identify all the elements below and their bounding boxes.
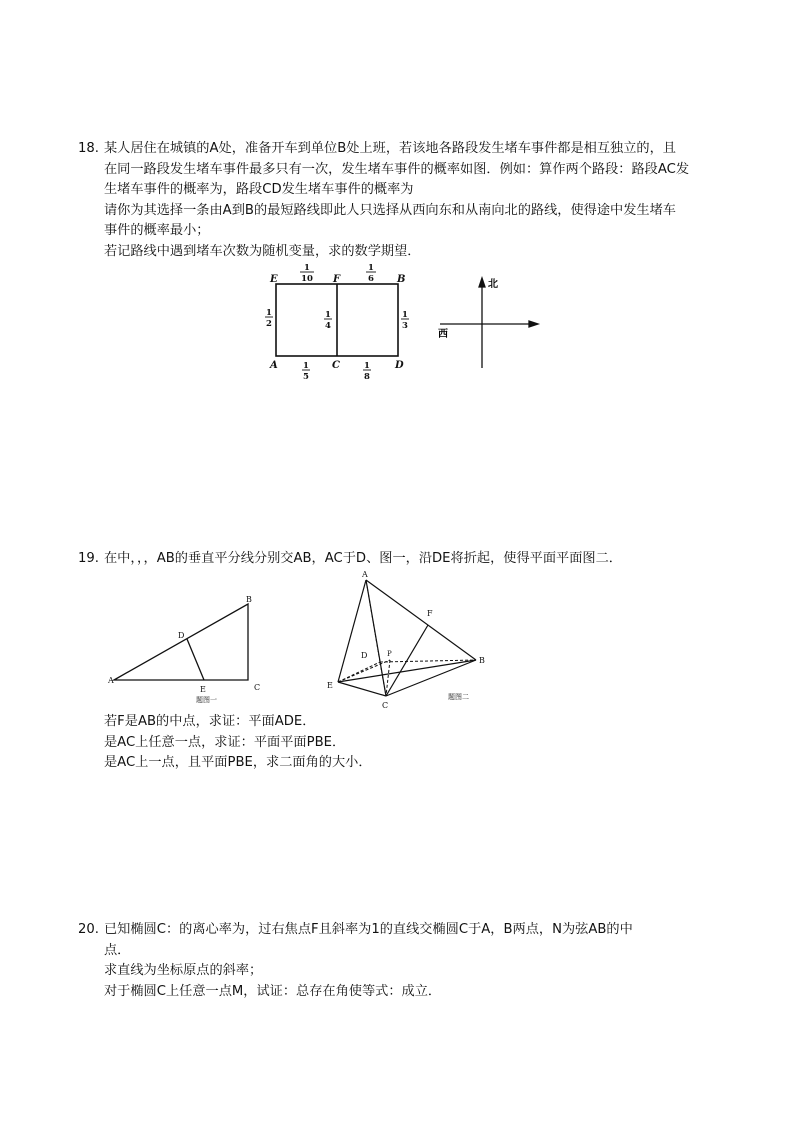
question-text-line: 求直线为坐标原点的斜率；: [104, 963, 263, 979]
fraction-FB-den: 6: [368, 274, 374, 284]
question-text-line: 是AC上一点，且平面PBE，求二面角的大小．: [104, 755, 372, 771]
pyramid-figure-two: [324, 570, 496, 716]
point-label-C: C: [254, 683, 261, 692]
fraction-EF-den: 10: [301, 274, 313, 284]
question-text-line: 对于椭圆C上任意一点M，试证：总存在角使等式：成立．: [104, 983, 442, 999]
segment-CF: [386, 625, 428, 696]
corner-label-D: D: [395, 360, 404, 371]
question-19: [78, 549, 718, 570]
fraction-AC-den: 5: [303, 372, 309, 382]
edge-AE: [338, 580, 366, 682]
compass-figure: [434, 272, 546, 372]
corner-label-F: F: [333, 274, 341, 285]
point-label-D: D: [178, 631, 185, 640]
corner-label-A: A: [270, 360, 278, 371]
point-label-P: P: [387, 650, 392, 658]
question-number: 20.: [78, 922, 99, 937]
question-text-line: 在同一路段发生堵车事件最多只有一次，发生堵车事件的概率如图．例如：算作两个路段：路段AC发: [104, 161, 690, 177]
question-18: [78, 139, 718, 263]
point-label-C: C: [382, 701, 389, 710]
point-label-E: E: [327, 681, 333, 690]
question-text-line: 某人居住在城镇的A处，准备开车到单位B处上班，若该地各路段发生堵车事件都是相互独立的，且: [104, 141, 676, 156]
question-text-line: 事件的概率最小；: [104, 223, 210, 239]
edge-CB: [386, 660, 476, 696]
edge-EC: [338, 682, 386, 696]
figure-caption: 题图二: [448, 693, 469, 701]
triangle-figure-one: [104, 592, 274, 710]
point-label-B: B: [479, 656, 485, 665]
corner-label-C: C: [332, 360, 340, 371]
question-text-line: 若F是AB的中点，求证：平面ADE．: [104, 714, 316, 729]
fraction-AE-num: 1: [266, 308, 272, 318]
fraction-DB-num: 1: [402, 310, 408, 320]
triangle-ABC: [114, 604, 248, 680]
question-text-line: 若记路线中遇到堵车次数为随机变量，求的数学期望．: [104, 243, 421, 259]
question-text-line: 生堵车事件的概率为，路段CD发生堵车事件的概率为: [104, 182, 414, 198]
question-text-line: 点．: [104, 942, 131, 958]
figure-caption: 题图一: [196, 696, 217, 704]
fraction-FB-num: 1: [368, 263, 374, 273]
fraction-CD-num: 1: [364, 361, 370, 371]
edge-EB: [338, 660, 476, 682]
north-label: 北: [488, 279, 498, 290]
question-20: [78, 920, 718, 1002]
point-label-A: A: [362, 570, 368, 579]
fraction-CD-den: 8: [364, 372, 370, 382]
question-text-line: 已知椭圆C：的离心率为，过右焦点F且斜率为1的直线交椭圆C于A，B两点，N为弦AB的中: [104, 922, 633, 937]
point-label-A: A: [108, 676, 114, 685]
edge-AD-hidden: [366, 580, 380, 662]
fraction-CF-den: 4: [325, 321, 331, 331]
north-arrow-icon: [479, 278, 485, 287]
point-label-B: B: [246, 595, 252, 604]
corner-label-B: B: [397, 274, 406, 285]
question-number: 18.: [78, 141, 99, 156]
point-label-E: E: [200, 685, 206, 694]
question-text-line: 在中，，，AB的垂直平分线分别交AB，AC于D、图一，沿DE将折起，使得平面平面图二．: [104, 551, 622, 566]
edge-AB: [366, 580, 476, 660]
corner-label-E: E: [270, 274, 278, 285]
question-number: 19.: [78, 551, 99, 566]
east-arrow-icon: [529, 321, 538, 327]
west-label: 西: [438, 329, 448, 340]
question-19-subparts: [78, 712, 718, 774]
segment-DE: [187, 639, 204, 680]
fraction-CF-num: 1: [325, 310, 331, 320]
point-label-F: F: [427, 609, 433, 618]
fraction-AE-den: 2: [266, 319, 272, 329]
question-text-line: 请你为其选择一条由A到B的最短路线即此人只选择从西向东和从南向北的路线，使得途中发生堵车: [104, 202, 676, 218]
fraction-EF-num: 1: [304, 263, 310, 273]
road-grid-figure: [258, 262, 418, 384]
fraction-AC-num: 1: [303, 361, 309, 371]
point-label-D: D: [361, 651, 368, 660]
fraction-DB-den: 3: [402, 321, 408, 331]
question-text-line: 是AC上任意一点，求证：平面平面PBE．: [104, 734, 346, 750]
